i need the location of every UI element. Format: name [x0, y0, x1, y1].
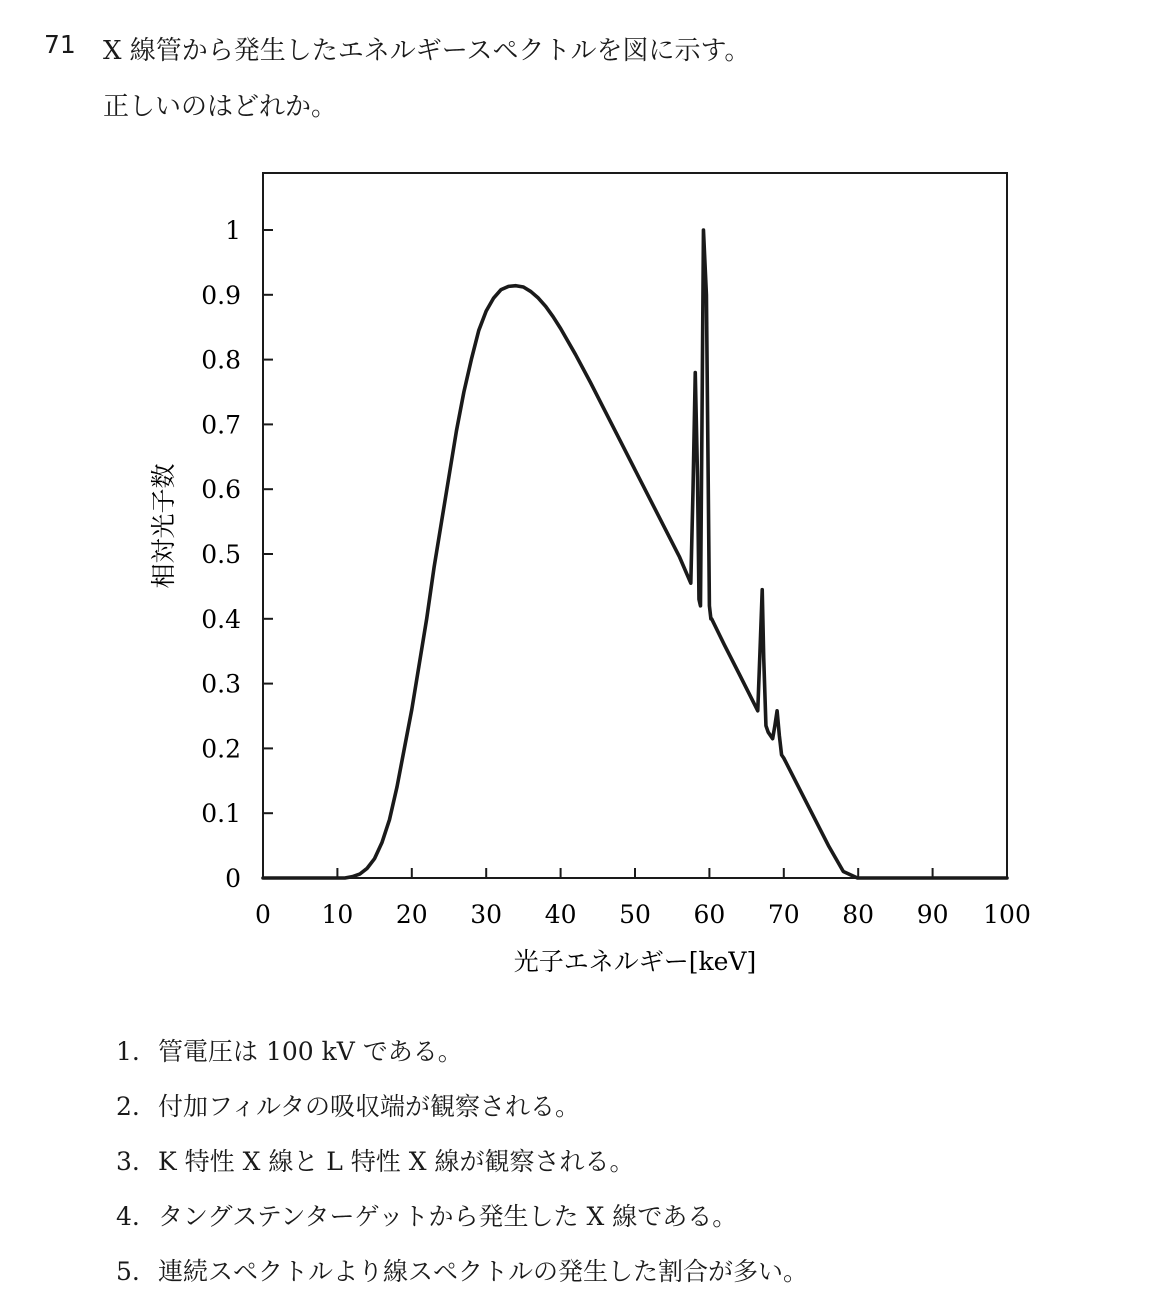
x-tick-label: 0	[255, 900, 271, 929]
x-tick-label: 70	[767, 900, 800, 929]
y-tick-label: 0	[225, 864, 241, 893]
choice-text: 付加フィルタの吸収端が観察される。	[158, 1092, 581, 1121]
choice-number: 3.	[116, 1147, 140, 1176]
choice-2	[116, 1087, 580, 1123]
choice-5	[116, 1252, 808, 1288]
choice-number: 4.	[116, 1202, 140, 1231]
y-tick-label: 0.8	[201, 345, 241, 375]
spectrum-line	[263, 230, 1007, 878]
choice-4	[116, 1197, 737, 1233]
choice-number: 1.	[116, 1037, 140, 1066]
x-tick-label: 100	[983, 900, 1031, 929]
question-text-line1: X 線管から発生したエネルギースペクトルを図に示す。	[103, 36, 751, 66]
choice-number: 2.	[116, 1092, 140, 1121]
choice-text: タングステンターゲットから発生した X 線である。	[158, 1202, 738, 1231]
x-tick-label: 90	[916, 900, 949, 929]
choice-3	[116, 1142, 635, 1178]
question-text-line2: 正しいのはどれか。	[103, 92, 338, 122]
choice-number: 5.	[116, 1257, 140, 1286]
y-tick-label: 0.9	[201, 280, 241, 310]
choice-text: 管電圧は 100 kV である。	[158, 1037, 463, 1066]
y-axis-label: 相対光子数	[149, 463, 178, 589]
x-axis-label: 光子エネルギー[keV]	[513, 947, 757, 976]
question-number: 71	[44, 30, 76, 59]
y-tick-label: 0.3	[201, 669, 241, 699]
y-tick-label: 1	[225, 216, 241, 245]
x-tick-label: 10	[321, 900, 354, 929]
y-tick-label: 0.7	[201, 410, 241, 440]
x-tick-label: 60	[693, 900, 726, 929]
x-tick-label: 40	[544, 900, 577, 929]
x-tick-label: 20	[395, 900, 428, 929]
x-tick-label: 30	[470, 900, 503, 929]
choice-text: 連続スペクトルより線スペクトルの発生した割合が多い。	[158, 1257, 809, 1286]
y-tick-label: 0.2	[201, 734, 241, 764]
x-tick-label: 80	[842, 900, 875, 929]
y-tick-label: 0.4	[201, 604, 241, 634]
x-tick-label: 50	[619, 900, 651, 929]
choice-1	[116, 1032, 463, 1068]
choice-text: K 特性 X 線と L 特性 X 線が観察される。	[158, 1147, 635, 1176]
y-tick-label: 0.5	[201, 540, 241, 569]
y-tick-label: 0.6	[201, 475, 241, 505]
plot-frame	[263, 173, 1007, 878]
y-tick-label: 0.1	[201, 799, 241, 829]
